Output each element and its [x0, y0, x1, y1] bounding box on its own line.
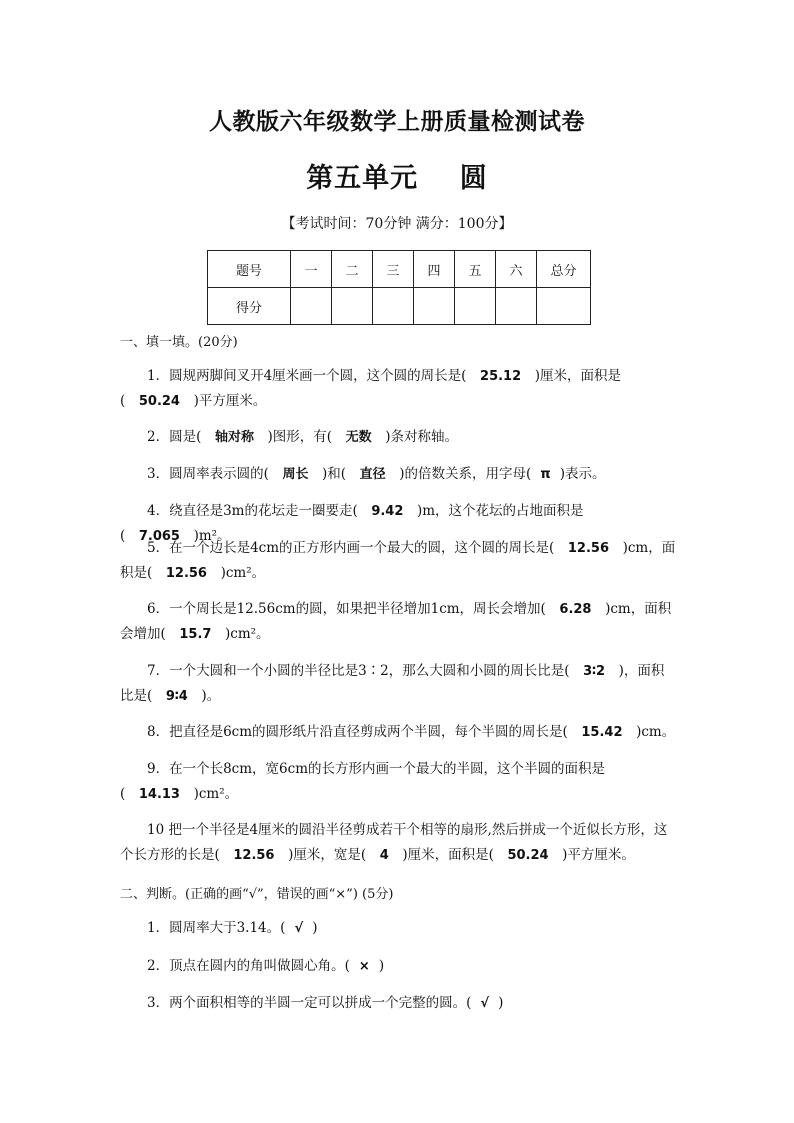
score-cell — [373, 288, 414, 325]
exam-info: 【考试时间：70分钟 满分：100分】 — [281, 216, 513, 232]
score-header-cell: 题号 — [208, 251, 291, 288]
score-row-label: 得分 — [208, 288, 291, 325]
question-2-2: 2．顶点在圆内的角叫做圆心角。( × ) — [147, 958, 385, 974]
score-header-cell: 三 — [373, 251, 414, 288]
score-header-cell: 四 — [414, 251, 455, 288]
section-2-heading: 二、判断。(正确的画“√”，错误的画“×”) (5分) — [120, 887, 394, 902]
score-cell — [537, 288, 591, 325]
question-1-9: 9．在一个长8cm，宽6cm的长方形内画一个最大的半圆，这个半圆的面积是( 14.13 )cm²。 — [120, 761, 605, 802]
question-1-5: 5．在一个边长是4cm的正方形内画一个最大的圆，这个圆的周长是( 12.56 )cm，面积是( 12.56 )cm²。 — [120, 540, 676, 581]
score-cell — [332, 288, 373, 325]
score-cell — [414, 288, 455, 325]
question-1-8: 8．把直径是6cm的圆形纸片沿直径剪成两个半圆，每个半圆的周长是( 15.42 )cm。 — [147, 724, 676, 740]
score-table-score-row — [208, 288, 591, 325]
score-table — [207, 250, 591, 325]
score-cell — [496, 288, 537, 325]
score-cell — [291, 288, 332, 325]
score-cell — [455, 288, 496, 325]
score-header-cell: 五 — [455, 251, 496, 288]
score-header-cell: 六 — [496, 251, 537, 288]
question-1-1: 1．圆规两脚间叉开4厘米画一个圆，这个圆的周长是( 25.12 )厘米，面积是( 50.24 )平方厘米。 — [120, 368, 622, 409]
question-2-3: 3．两个面积相等的半圆一定可以拼成一个完整的圆。( √ ) — [147, 995, 504, 1011]
score-header-cell: 一 — [291, 251, 332, 288]
question-1-3: 3．圆周率表示圆的( 周长 )和( 直径 )的倍数关系，用字母( π )表示。 — [147, 466, 606, 482]
unit-title: 第五单元 圆 — [306, 163, 488, 194]
question-1-6: 6．一个周长是12.56cm的圆，如果把半径增加1cm，周长会增加( 6.28 )cm，面积会增加( 15.7 )cm²。 — [120, 601, 672, 642]
exam-title: 人教版六年级数学上册质量检测试卷 — [209, 108, 585, 135]
question-1-10: 10 把一个半径是4厘米的圆沿半径剪成若干个相等的扇形,然后拼成一个近似长方形，这个长方形的长是( 12.56 )厘米，宽是( 4 )厘米，面积是( 50.24 )平方厘米。 — [120, 822, 668, 863]
question-1-7: 7．一个大圆和一个小圆的半径比是3∶2，那么大圆和小圆的周长比是( 3∶2 )，面积比是( 9∶4 )。 — [120, 663, 665, 704]
score-header-cell: 总分 — [537, 251, 591, 288]
score-header-cell: 二 — [332, 251, 373, 288]
section-1-heading: 一、填一填。(20分) — [120, 335, 238, 350]
score-table-header-row — [208, 251, 591, 288]
question-1-2: 2．圆是( 轴对称 )图形，有( 无数 )条对称轴。 — [147, 429, 459, 445]
question-1-4: 4．绕直径是3m的花坛走一圈要走( 9.42 )m，这个花坛的占地面积是( 7.065 )m²。 — [120, 503, 584, 544]
question-2-1: 1．圆周率大于3.14。( √ ) — [147, 920, 318, 936]
